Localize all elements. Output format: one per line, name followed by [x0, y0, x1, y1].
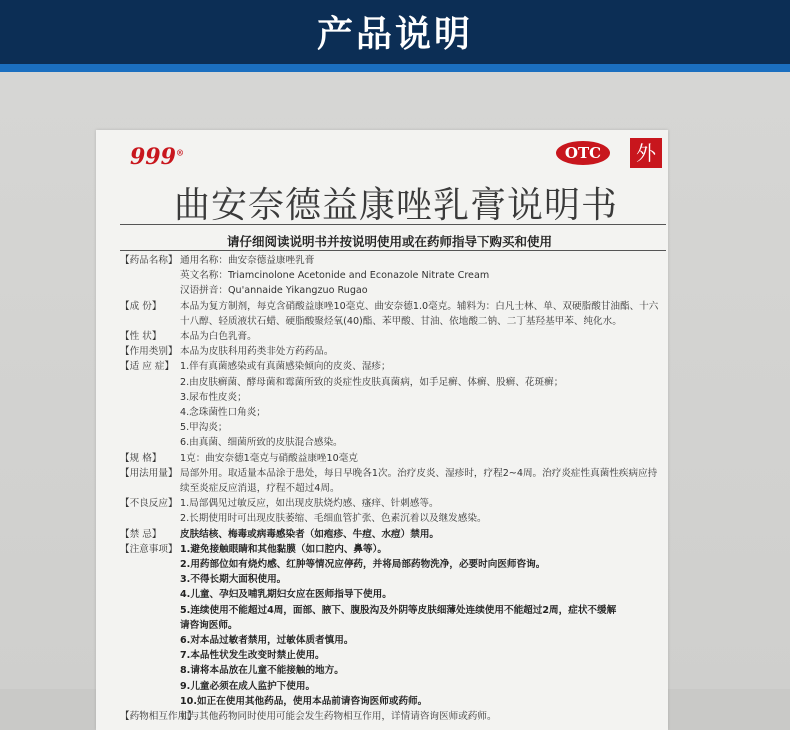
section-line: 6.由真菌、细菌所致的皮肤混合感染。: [180, 437, 343, 449]
section-text: 如与其他药物同时使用可能会发生药物相互作用，详情请咨询医师或药师。: [180, 711, 497, 723]
section-interaction: [120, 709, 666, 724]
section-usage: [120, 466, 666, 496]
section-label: 【注意事项】: [120, 543, 178, 555]
section-line: 1.局部偶见过敏反应，如出现皮肤烧灼感、瘙痒、针刺感等。: [180, 498, 439, 510]
section-label: 【禁 忌】: [120, 528, 162, 540]
header-stripe: [0, 64, 790, 72]
section-line: 7.本品性状发生改变时禁止使用。: [180, 650, 325, 662]
section-label: 【适 应 症】: [120, 361, 175, 373]
section-text: 本品为白色乳膏。: [180, 331, 257, 343]
section-composition: [120, 299, 666, 329]
section-precautions: [120, 542, 666, 709]
otc-badge: OTC: [556, 141, 610, 165]
brand-logo: [130, 144, 184, 170]
header-banner: [0, 0, 790, 64]
section-text: 本品为皮肤科用药类非处方药药品。: [180, 346, 334, 358]
document-subtitle: 请仔细阅读说明书并按说明使用或在药师指导下购买和使用: [227, 234, 553, 249]
section-line: 4.念珠菌性口角炎；: [180, 407, 266, 419]
section-label: 【规 格】: [120, 452, 162, 464]
section-line: 6.对本品过敏者禁用，过敏体质者慎用。: [180, 635, 354, 647]
section-adverse: [120, 496, 666, 526]
section-label: 【用法用量】: [120, 467, 178, 479]
section-label: 【药品名称】: [120, 255, 178, 266]
section-label: 【性 状】: [120, 331, 162, 343]
section-text: 局部外用。取适量本品涂于患处，每日早晚各1次。治疗皮炎、湿疹时，疗程2~4周。治疗炎症性真菌性疾病应持续至炎症反应消退，疗程不超过4周。: [180, 467, 658, 495]
section-line: 请咨询医师。: [180, 619, 238, 631]
section-label: 【药物相互作用】: [120, 711, 197, 723]
section-name: [120, 253, 666, 299]
section-line: 8.请将本品放在儿童不能接触的地方。: [180, 665, 344, 677]
divider-top: [120, 224, 666, 225]
section-line: 汉语拼音：Qu'annaide Yikangzuo Rugao: [180, 285, 368, 297]
section-line: 通用名称：曲安奈德益康唑乳膏: [180, 255, 315, 266]
header-title: 产品说明: [316, 14, 473, 55]
section-text: 本品为复方制剂，每克含硝酸益康唑10毫克、曲安奈德1.0毫克。辅料为：白凡士林、单、双硬脂酸甘油酯、十六十八醇、轻质液状石蜡、硬脂酸聚烃氧(40)酯、苯甲酸、甘油、依地酸二钠、二丁基羟基甲苯、纯化水。: [180, 300, 659, 327]
section-text: 皮肤结核、梅毒或病毒感染者（如疱疹、牛痘、水痘）禁用。: [180, 528, 440, 540]
section-label: 【作用类别】: [120, 346, 178, 358]
section-line: 1.伴有真菌感染或有真菌感染倾向的皮炎、湿疹；: [180, 361, 391, 373]
divider-bottom: [120, 250, 666, 251]
section-line: 3.不得长期大面积使用。: [180, 574, 287, 586]
section-line: 5.甲沟炎；: [180, 422, 228, 434]
section-line: 2.用药部位如有烧灼感、红肿等情况应停药，并将局部药物洗净，必要时向医师咨询。: [180, 559, 546, 571]
brand-logo-text: 999: [130, 144, 176, 170]
section-label: 【不良反应】: [120, 498, 178, 510]
external-use-badge: 外: [630, 138, 662, 168]
section-line: 5.连续使用不能超过4周，面部、腋下、腹股沟及外阴等皮肤细薄处连续使用不能超过2周，症状不缓解: [180, 604, 617, 616]
section-line: 2.长期使用时可出现皮肤萎缩、毛细血管扩张、色素沉着以及继发感染。: [180, 513, 487, 525]
section-text: 1克：曲安奈德1毫克与硝酸益康唑10毫克: [180, 452, 358, 464]
section-line: 2.由皮肤癣菌、酵母菌和霉菌所致的炎症性皮肤真菌病，如手足癣、体癣、股癣、花斑癣；: [180, 376, 564, 388]
registered-mark: ®: [175, 147, 184, 158]
section-line: 4.儿童、孕妇及哺乳期妇女应在医师指导下使用。: [180, 589, 392, 601]
section-contraindications: [120, 527, 666, 542]
document-title: 曲安奈德益康唑乳膏说明书: [174, 185, 619, 226]
section-indications: [120, 359, 666, 450]
section-line: 9.儿童必须在成人监护下使用。: [180, 680, 316, 692]
section-spec: [120, 451, 666, 466]
leaflet-content: [120, 253, 666, 724]
section-category: [120, 344, 666, 359]
section-line: 1.避免接触眼睛和其他黏膜（如口腔内、鼻等）。: [180, 543, 387, 555]
section-label: 【成 份】: [120, 300, 162, 312]
section-character: [120, 329, 666, 344]
section-line: 英文名称：Triamcinolone Acetonide and Econazole Nitrate Cream: [180, 270, 490, 282]
section-line: 10.如正在使用其他药品，使用本品前请咨询医师或药师。: [180, 695, 428, 707]
section-line: 3.尿布性皮炎；: [180, 391, 247, 403]
